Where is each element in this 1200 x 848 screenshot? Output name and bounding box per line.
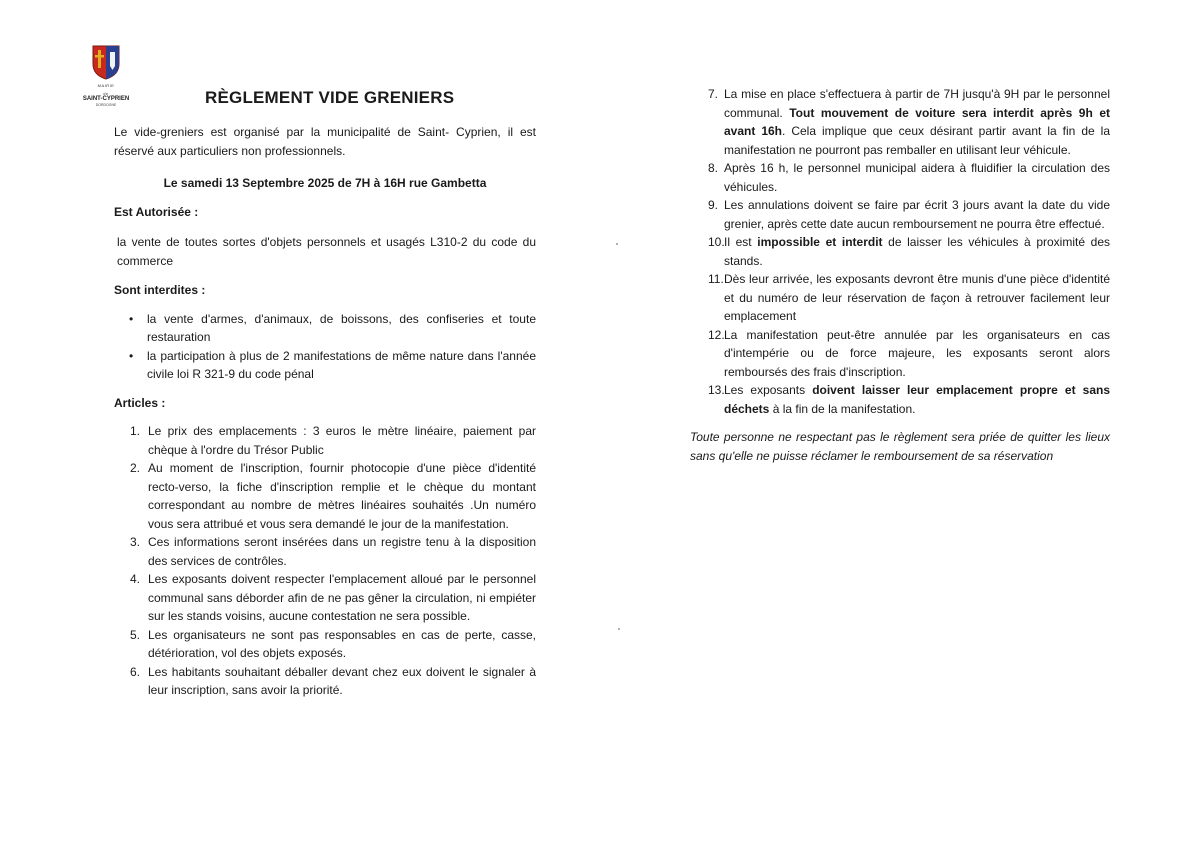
articles-list-left — [114, 422, 536, 700]
article-item — [698, 159, 1110, 196]
municipal-logo — [80, 44, 132, 108]
article-text: de laisser les véhicules à proximité des stands. — [724, 235, 1110, 268]
article-item — [114, 570, 536, 626]
articles-heading: Articles : — [114, 395, 166, 410]
article-text: Les exposants — [724, 383, 813, 397]
article-text-bold: impossible et interdit — [757, 235, 883, 249]
article-number: 2. — [130, 461, 141, 475]
coat-of-arms-icon — [91, 44, 121, 80]
article-item — [114, 459, 536, 533]
closing-note: Toute personne ne respectant pas le règlement sera priée de quitter les lieux sans qu'elle ne puisse réclamer le remboursement de sa réservation — [690, 430, 1110, 463]
authorized-heading: Est Autorisée : — [114, 204, 199, 219]
article-text: Les organisateurs ne sont pas responsables en cas de perte, casse, détérioration, vol des objets exposés. — [148, 627, 536, 660]
logo-de: de — [103, 91, 109, 96]
article-text-bold: Tout mouvement de voiture sera interdit après 9h et avant 16h — [724, 105, 1110, 138]
article-number: 11. — [708, 272, 724, 286]
article-number: 9. — [708, 198, 719, 212]
authorized-text: la vente de toutes sortes d'objets personnels et usagés L310-2 du code du commerce — [117, 235, 536, 268]
article-item — [114, 422, 536, 459]
article-text: Dès leur arrivée, les exposants devront être munis d'une pièce d'identité et du numéro de leur réservation de façon à retrouver facilement leur emplacement — [724, 272, 1110, 323]
article-number: 4. — [130, 572, 141, 586]
article-number: 13. — [708, 383, 725, 397]
bullet-icon: • — [129, 311, 134, 326]
article-text: . Cela implique que ceux désirant partir avant la fin de la manifestation ne pourront pas remballer en utilisant leur véhicule. — [724, 124, 1110, 157]
logo-sub: DORDOGNE — [95, 103, 117, 107]
article-item — [114, 533, 536, 570]
document-title: RÈGLEMENT VIDE GRENIERS — [205, 88, 455, 107]
article-text: Au moment de l'inscription, fournir photocopie d'une pièce d'identité recto-verso, la fiche d'inscription remplie et le chèque du montant correspondant au nombre de mètres linéaires souhaités .Un numéro vous sera attribué et vous sera demandé le jour de la manifestation. — [148, 461, 536, 531]
intro-paragraph: Le vide-greniers est organisé par la municipalité de Saint- Cyprien, il est réservé aux particuliers non professionnels. — [114, 125, 536, 158]
bullet-icon: • — [129, 348, 134, 363]
forbidden-item-text: la participation à plus de 2 manifestations de même nature dans l'année civile loi R 321-9 du code pénal — [147, 348, 536, 381]
list-item — [114, 310, 536, 347]
forbidden-list — [114, 310, 536, 384]
article-text: Les exposants doivent respecter l'emplacement alloué par le personnel communal sans déborder afin de ne pas gêner la circulation, ni empiéter sur les stands voisins, aucune contestation ne sera possible. — [148, 572, 536, 623]
article-text: Le prix des emplacements : 3 euros le mètre linéaire, paiement par chèque à l'ordre du Trésor Public — [148, 424, 536, 457]
article-number: 6. — [130, 664, 141, 679]
article-item — [114, 663, 536, 700]
article-text: La mise en place s'effectuera à partir de 7H jusqu'à 9H par le personnel communal. — [724, 87, 1110, 120]
article-number: 8. — [708, 161, 719, 175]
logo-caps: MAIRIE — [97, 83, 115, 88]
forbidden-heading: Sont interdites : — [114, 283, 206, 297]
article-text: Ces informations seront insérées dans un registre tenu à la disposition des services de contrôles. — [148, 535, 536, 568]
article-text-bold: doivent laisser leur emplacement propre et sans déchets — [724, 383, 1111, 416]
right-column — [690, 85, 1111, 465]
article-item — [698, 196, 1110, 233]
forbidden-item-text: la vente d'armes, d'animaux, de boissons, des confiseries et toute restauration — [147, 311, 536, 344]
article-number: 10. — [708, 235, 725, 249]
article-text: Les annulations doivent se faire par écrit 3 jours avant la date du vide grenier, après cette date aucun remboursement ne pourra être effectué. — [724, 198, 1110, 231]
article-text: La manifestation peut-être annulée par les organisateurs en cas d'intempérie ou de force majeure, les exposants seront alors remboursés des frais d'inscription. — [724, 327, 1110, 379]
scan-speck — [618, 628, 620, 630]
article-number: 3. — [130, 535, 141, 549]
scan-speck — [616, 243, 618, 245]
articles-list-right — [698, 85, 1110, 418]
article-number: 12. — [708, 327, 725, 342]
event-date-line: Le samedi 13 Septembre 2025 de 7H à 16H rue Gambetta — [163, 176, 487, 190]
article-item — [698, 85, 1110, 159]
article-number: 1. — [130, 424, 141, 438]
left-column — [114, 123, 536, 700]
article-number: 7. — [708, 87, 719, 101]
article-item — [114, 626, 536, 663]
article-number: 5. — [130, 627, 141, 642]
list-item — [114, 347, 536, 384]
article-item — [698, 381, 1110, 418]
article-item — [698, 233, 1110, 270]
article-text: Il est — [724, 235, 758, 249]
logo-name: SAINT-CYPRIEN — [82, 96, 130, 102]
article-item — [698, 326, 1110, 382]
article-item — [698, 270, 1110, 326]
article-text: Après 16 h, le personnel municipal aidera à fluidifier la circulation des véhicules. — [724, 161, 1110, 194]
article-text: Les habitants souhaitant déballer devant chez eux doivent le signaler à leur inscription, sans avoir la priorité. — [148, 664, 536, 697]
article-text: à la fin de la manifestation. — [769, 401, 916, 416]
